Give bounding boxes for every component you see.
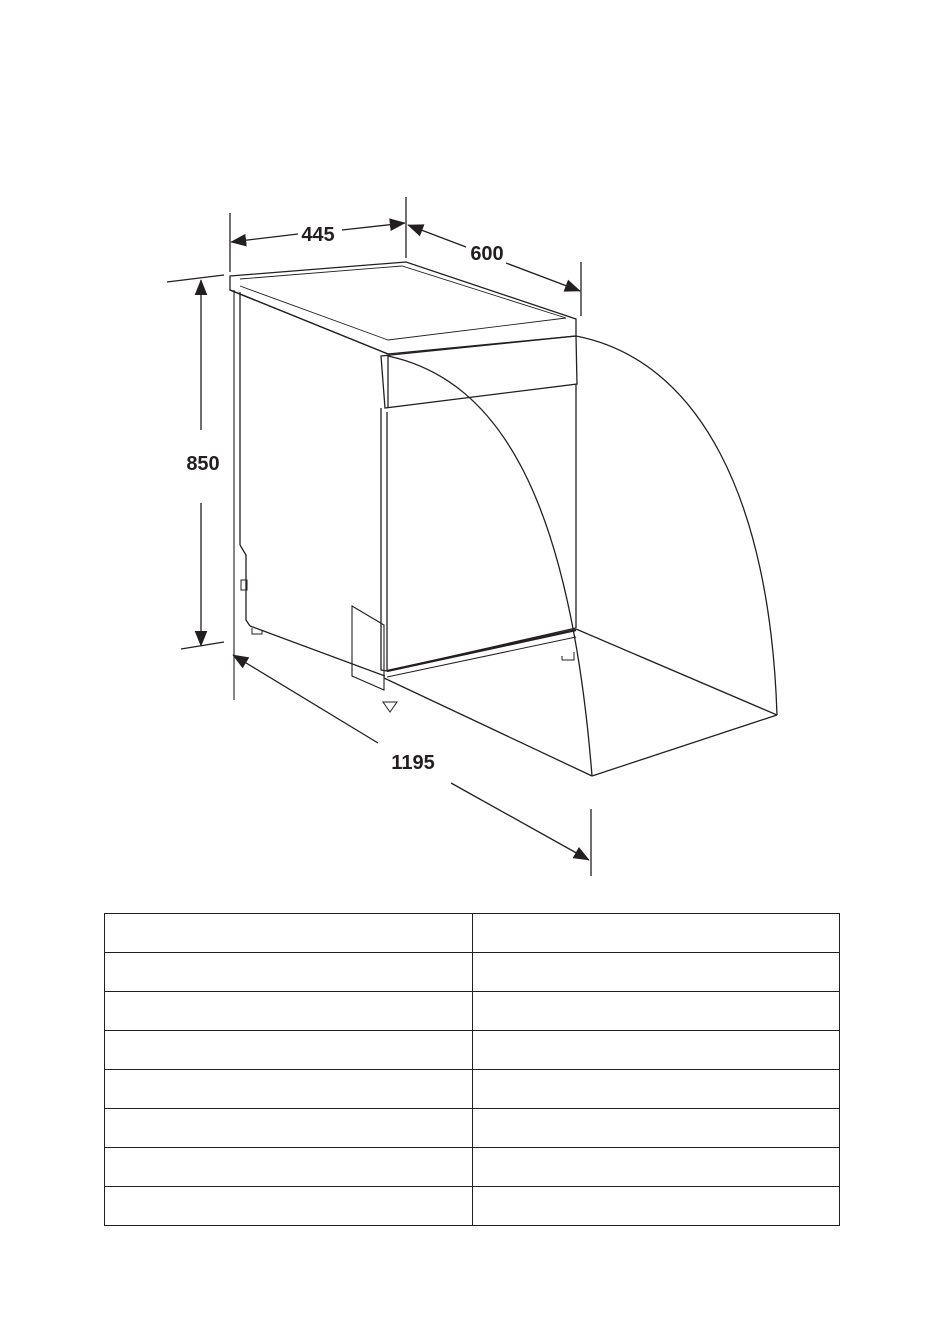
table-row xyxy=(105,992,840,1031)
table-row xyxy=(105,1148,840,1187)
table-cell xyxy=(472,914,840,953)
table-cell xyxy=(472,1109,840,1148)
open-arrow-right xyxy=(451,783,589,860)
table-cell xyxy=(105,1148,473,1187)
table-row xyxy=(105,953,840,992)
depth-label: 600 xyxy=(470,243,504,265)
door-swing-arc-inner xyxy=(388,356,592,776)
table-row xyxy=(105,1187,840,1226)
table-cell xyxy=(105,953,473,992)
table-row xyxy=(105,914,840,953)
table-row xyxy=(105,1070,840,1109)
width-arrow-right xyxy=(342,223,405,230)
table-cell xyxy=(472,1031,840,1070)
door-open-label: 1195 xyxy=(391,752,435,774)
depth-arrow-right xyxy=(506,263,580,291)
table-cell xyxy=(472,953,840,992)
table-cell xyxy=(105,1031,473,1070)
door-swing-arc-outer xyxy=(576,336,777,715)
door-swing xyxy=(384,336,777,776)
height-ext-bottom xyxy=(181,642,224,649)
depth-arrow-left xyxy=(408,225,466,247)
dimension-depth xyxy=(408,225,581,316)
table-cell xyxy=(105,914,473,953)
open-arrow-left xyxy=(233,655,378,743)
table-row xyxy=(105,1031,840,1070)
table-cell xyxy=(105,992,473,1031)
front-foot xyxy=(383,702,397,712)
table-cell xyxy=(472,992,840,1031)
specification-table xyxy=(104,913,840,1226)
height-label: 850 xyxy=(186,453,220,475)
table-cell xyxy=(105,1187,473,1226)
width-label: 445 xyxy=(301,224,335,246)
table-cell xyxy=(472,1187,840,1226)
table-cell xyxy=(105,1070,473,1109)
control-panel xyxy=(381,336,577,408)
table-cell xyxy=(105,1109,473,1148)
plinth xyxy=(352,606,384,690)
table-cell xyxy=(472,1070,840,1109)
open-door-edge xyxy=(592,715,777,776)
open-door-far xyxy=(576,629,777,715)
worktop-inner xyxy=(240,266,566,340)
dishwasher-outline xyxy=(230,262,577,712)
table-cell xyxy=(472,1148,840,1187)
table-row xyxy=(105,1109,840,1148)
height-ext-top xyxy=(167,275,224,282)
width-arrow-left xyxy=(231,234,298,242)
